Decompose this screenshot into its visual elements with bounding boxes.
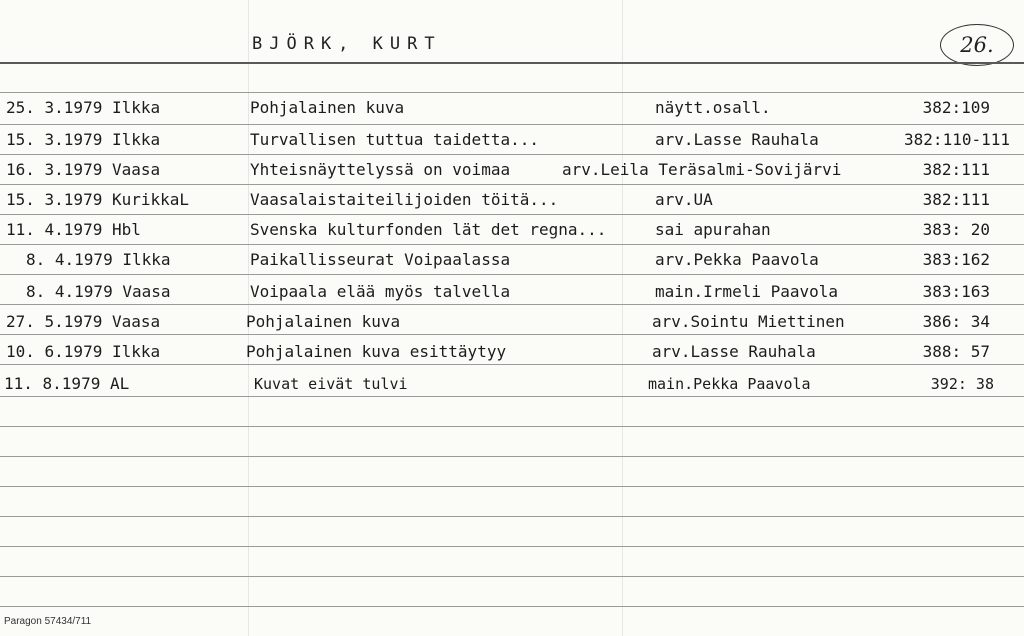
entry-note: main.Pekka Paavola <box>648 375 811 393</box>
entry-row <box>0 312 1024 342</box>
entry-title: Turvallisen tuttua taidetta... <box>250 130 539 149</box>
ruled-line <box>0 516 1024 517</box>
entry-title: Yhteisnäyttelyssä on voimaa <box>250 160 511 179</box>
entry-row <box>0 160 1024 190</box>
entry-row <box>0 282 1024 312</box>
entry-reference: 392: 38 <box>930 375 994 393</box>
entry-title: Pohjalainen kuva <box>246 312 401 331</box>
entry-title: Paikallisseurat Voipaalassa <box>250 250 511 269</box>
ruled-line <box>0 426 1024 427</box>
ruled-line <box>0 546 1024 547</box>
ruled-line <box>0 606 1024 607</box>
ruled-line <box>0 576 1024 577</box>
entry-date-source: 16. 3.1979 Vaasa <box>6 160 161 179</box>
entry-date-source: 8. 4.1979 Ilkka <box>26 250 171 269</box>
entry-reference: 383:162 <box>922 250 990 269</box>
entry-reference: 383:163 <box>922 282 990 301</box>
entry-date-source: 8. 4.1979 Vaasa <box>26 282 171 301</box>
ruled-line <box>0 486 1024 487</box>
entry-date-source: 25. 3.1979 Ilkka <box>6 98 161 117</box>
entry-row <box>0 250 1024 280</box>
entry-row <box>0 374 1024 404</box>
entry-date-source: 27. 5.1979 Vaasa <box>6 312 161 331</box>
entry-row <box>0 220 1024 250</box>
entry-date-source: 10. 6.1979 Ilkka <box>6 342 161 361</box>
entry-reference: 382:109 <box>922 98 990 117</box>
card-heading-name: BJÖRK, KURT <box>252 34 442 54</box>
entry-title: Kuvat eivät tulvi <box>254 375 408 393</box>
header-rule <box>0 62 1024 64</box>
entry-title: Voipaala elää myös talvella <box>250 282 511 301</box>
entry-reference: 382:111 <box>922 160 990 179</box>
entry-title: Pohjalainen kuva <box>250 98 405 117</box>
entry-date-source: 15. 3.1979 Ilkka <box>6 130 161 149</box>
entry-note: arv.UA <box>655 190 713 209</box>
entry-note: main.Irmeli Paavola <box>655 282 839 301</box>
entry-reference: 386: 34 <box>922 312 990 331</box>
entry-note: arv.Pekka Paavola <box>655 250 819 269</box>
entry-reference: 382:111 <box>922 190 990 209</box>
entry-note: arv.Leila Teräsalmi-Sovijärvi <box>562 160 842 179</box>
entry-title: Pohjalainen kuva esittäytyy <box>246 342 507 361</box>
entry-row <box>0 342 1024 372</box>
entry-date-source: 11. 4.1979 Hbl <box>6 220 141 239</box>
entry-note: näytt.osall. <box>655 98 771 117</box>
entry-row <box>0 98 1024 128</box>
entry-date-source: 11. 8.1979 AL <box>4 374 130 393</box>
entry-row <box>0 190 1024 220</box>
entry-reference: 382:110-111 <box>904 130 1010 149</box>
entry-note: arv.Sointu Miettinen <box>652 312 845 331</box>
entry-title: Vaasalaistaiteilijoiden töitä... <box>250 190 559 209</box>
entry-reference: 388: 57 <box>922 342 990 361</box>
printer-mark: Paragon 57434/711 <box>4 616 92 627</box>
entry-row <box>0 130 1024 160</box>
entry-note: sai apurahan <box>655 220 771 239</box>
ruled-line <box>0 92 1024 93</box>
entry-title: Svenska kulturfonden lät det regna... <box>250 220 607 239</box>
card-number-stamp: 26. <box>940 24 1014 66</box>
ruled-line <box>0 456 1024 457</box>
entry-note: arv.Lasse Rauhala <box>655 130 819 149</box>
entry-reference: 383: 20 <box>922 220 990 239</box>
entry-date-source: 15. 3.1979 KurikkaL <box>6 190 190 209</box>
entry-note: arv.Lasse Rauhala <box>652 342 816 361</box>
